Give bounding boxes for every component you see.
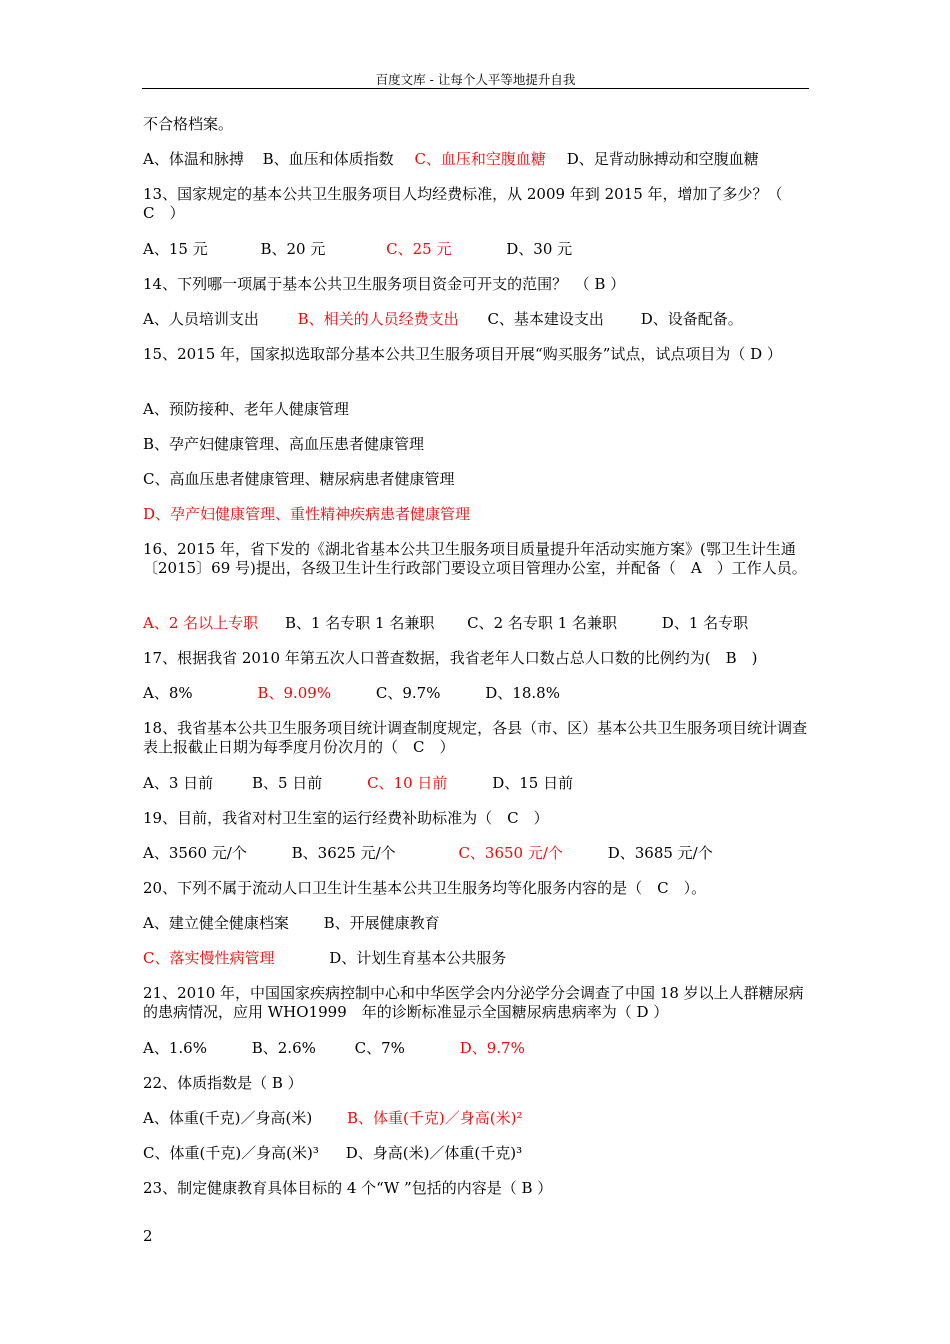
- question-14: 14、下列哪一项属于基本公共卫生服务项目资金可开支的范围？ （ B ）: [143, 275, 626, 293]
- option-a: A、体重(千克)／身高(米): [143, 1109, 313, 1127]
- header-divider: [142, 88, 809, 89]
- option-b-answer: B、体重(千克)／身高(米)²: [347, 1109, 523, 1127]
- option-a: A、15 元: [143, 240, 208, 258]
- question-16: 16、2015 年，省下发的《湖北省基本公共卫生服务项目质量提升年活动实施方案》(鄂卫生计生通〔2015〕69 号)提出，各级卫生计生行政部门要设立项目管理办公室，并配备（ A ）工作人员。: [143, 540, 807, 577]
- option-b: B、3625 元/个: [291, 844, 396, 862]
- q15-option-a: A、预防接种、老年人健康管理: [143, 400, 349, 418]
- q20-options-ab: [143, 913, 440, 933]
- question-17: 17、根据我省 2010 年第五次人口普查数据，我省老年人口数占总人口数的比例约为( B ): [143, 649, 758, 667]
- option-d: D、30 元: [506, 240, 573, 258]
- option-d: D、足背动脉搏动和空腹血糖: [566, 150, 759, 168]
- option-b-answer: B、相关的人员经费支出: [297, 310, 459, 328]
- q21-options: [143, 1038, 525, 1058]
- option-c-answer: C、25 元: [386, 240, 452, 258]
- option-b: B、血压和体质指数: [262, 150, 394, 168]
- page-number: 2: [143, 1227, 153, 1245]
- option-b: B、1 名专职 1 名兼职: [284, 614, 435, 632]
- option-d: D、1 名专职: [661, 614, 749, 632]
- q15-option-d-answer: D、孕产妇健康管理、重性精神疾病患者健康管理: [143, 505, 471, 523]
- option-a: A、3560 元/个: [143, 844, 247, 862]
- option-a-answer: A、2 名以上专职: [143, 614, 259, 632]
- option-c: C、7%: [354, 1039, 405, 1057]
- option-c: C、基本建设支出: [487, 310, 604, 328]
- question-23: 23、制定健康教育具体目标的 4 个“W ”包括的内容是（ B ）: [143, 1179, 553, 1197]
- q12-options: [143, 149, 759, 169]
- question-22: 22、体质指数是（ B ）: [143, 1074, 303, 1092]
- option-d: D、设备配备。: [640, 310, 743, 328]
- question-15: 15、2015 年，国家拟选取部分基本公共卫生服务项目开展“购买服务”试点，试点项目为（ D ）: [143, 345, 782, 363]
- option-d: D、15 日前: [492, 774, 574, 792]
- q16-options: [143, 613, 748, 633]
- option-c-answer: C、3650 元/个: [458, 844, 563, 862]
- option-b: B、2.6%: [251, 1039, 316, 1057]
- q17-options: [143, 683, 560, 703]
- q22-options-ab: [143, 1108, 522, 1128]
- q20-options-cd: [143, 948, 506, 968]
- option-d: D、身高(米)／体重(千克)³: [345, 1144, 523, 1162]
- option-b: B、开展健康教育: [323, 914, 440, 932]
- option-a: A、建立健全健康档案: [143, 914, 289, 932]
- q13-options: [143, 239, 572, 259]
- q14-options: [143, 309, 743, 329]
- question-21: 21、2010 年，中国国家疾病控制中心和中华医学会内分泌学分会调查了中国 18 岁以上人群糖尿病的患病情况，应用 WHO1999 年的诊断标准显示全国糖尿病患病率为（ D ）: [143, 984, 804, 1021]
- option-b: B、20 元: [260, 240, 326, 258]
- q18-options: [143, 773, 573, 793]
- option-c: C、2 名专职 1 名兼职: [467, 614, 618, 632]
- option-c-answer: C、落实慢性病管理: [143, 949, 275, 967]
- option-a: A、人员培训支出: [143, 310, 259, 328]
- question-18: 18、我省基本公共卫生服务项目统计调查制度规定，各县（市、区）基本公共卫生服务项目统计调查表上报截止日期为每季度月份次月的（ C ）: [143, 719, 808, 756]
- q15-option-c: C、高血压患者健康管理、糖尿病患者健康管理: [143, 470, 455, 488]
- option-a: A、体温和脉搏: [143, 150, 244, 168]
- question-13: 13、国家规定的基本公共卫生服务项目人均经费标准，从 2009 年到 2015 年，增加了多少？（ C ）: [143, 185, 798, 222]
- option-a: A、3 日前: [143, 774, 214, 792]
- q15-option-b: B、孕产妇健康管理、高血压患者健康管理: [143, 435, 425, 453]
- option-c-answer: C、10 日前: [367, 774, 448, 792]
- option-c: C、9.7%: [375, 684, 441, 702]
- text-line: 不合格档案。: [143, 115, 234, 133]
- option-b: B、5 日前: [251, 774, 323, 792]
- option-d: D、3685 元/个: [607, 844, 713, 862]
- option-c: C、体重(千克)／身高(米)³: [143, 1144, 319, 1162]
- page-header: 百度文库 - 让每个人平等地提升自我: [375, 72, 576, 87]
- option-d: D、计划生育基本公共服务: [329, 949, 507, 967]
- q22-options-cd: [143, 1143, 522, 1163]
- option-c-answer: C、血压和空腹血糖: [414, 150, 546, 168]
- option-d-answer: D、9.7%: [459, 1039, 525, 1057]
- q19-options: [143, 843, 713, 863]
- question-20: 20、下列不属于流动人口卫生计生基本公共卫生服务均等化服务内容的是（ C ）。: [143, 879, 707, 897]
- question-19: 19、目前，我省对村卫生室的运行经费补助标准为（ C ）: [143, 809, 549, 827]
- option-a: A、8%: [143, 684, 193, 702]
- option-b-answer: B、9.09%: [257, 684, 332, 702]
- option-a: A、1.6%: [143, 1039, 207, 1057]
- option-d: D、18.8%: [485, 684, 560, 702]
